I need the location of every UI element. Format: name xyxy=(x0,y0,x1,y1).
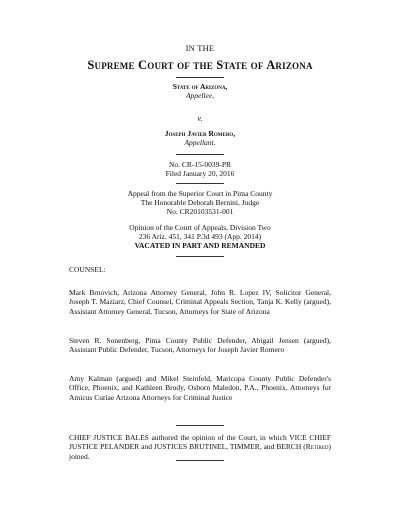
filed-date: Filed January 20, 2016 xyxy=(165,169,235,178)
appellee-role: Appellee, xyxy=(185,91,215,100)
appellant-block xyxy=(0,129,400,147)
appeal-judge: The Honorable Deborah Bernini, Judge xyxy=(140,198,260,207)
authorship-end: ) joined. xyxy=(69,442,331,461)
authorship-text: CHIEF JUSTICE BALES authored the opinion of the Court, in which VICE CHIEF JUSTICE PELANDER and JUSTICES BRUTINEL, TIMMER, and BERCH ( xyxy=(69,433,331,452)
case-info xyxy=(0,160,400,178)
counsel-paragraph: Steven R. Sonenberg, Pima County Public Defender, Abigail Jensen (argued), Assistant Public Defender, Tucson, Attorneys for Joseph Javier Romero xyxy=(69,336,331,355)
appellant-name: Joseph Javier Romero, xyxy=(164,129,236,138)
court-title: Supreme Court of the State of Arizona xyxy=(87,58,313,72)
appellant-role: Appellant. xyxy=(184,138,216,147)
divider xyxy=(176,460,224,461)
divider xyxy=(176,154,224,155)
counsel-heading: COUNSEL: xyxy=(69,265,106,274)
opinion-citation: 236 Ariz. 451, 341 P.3d 493 (App. 2014) xyxy=(138,232,262,241)
counsel-paragraph: Amy Kalman (argued) and Mikel Steinfeld, Maricopa County Public Defender's Office, Phoenix, and Kathleen Brody, Osborn Maledon, P.A., Phoenix, Attorneys for Amicus Curiae Arizona Attorneys for Criminal Justice xyxy=(69,374,331,402)
appeal-court: Appeal from the Superior Court in Pima County xyxy=(127,189,273,198)
divider xyxy=(176,425,224,426)
case-number: No. CR-15-0039-PR xyxy=(168,160,232,169)
trial-case-number: No. CR20103531-001 xyxy=(166,207,234,216)
divider xyxy=(176,256,224,257)
divider xyxy=(176,77,224,78)
versus: v. xyxy=(197,114,203,123)
in-the-heading: IN THE xyxy=(185,43,215,53)
appeal-info xyxy=(0,189,400,216)
retired-note: Retired xyxy=(305,442,329,452)
authorship-paragraph xyxy=(69,433,331,461)
opinion-info xyxy=(0,223,400,250)
counsel-paragraph: Mark Brnovich, Arizona Attorney General, John R. Lopez IV, Solicitor General, Joseph T. Maziarz, Chief Counsel, Criminal Appeals Section, Tanja K. Kelly (argued), Assistant Attorney General, Tucson, Attorneys for State of Arizona xyxy=(69,288,331,316)
opinion-court: Opinion of the Court of Appeals, Division Two xyxy=(129,223,271,232)
disposition: VACATED IN PART AND REMANDED xyxy=(134,241,266,250)
appellee-name: State of Arizona, xyxy=(172,82,228,91)
divider xyxy=(176,183,224,184)
appellee-block xyxy=(0,82,400,100)
